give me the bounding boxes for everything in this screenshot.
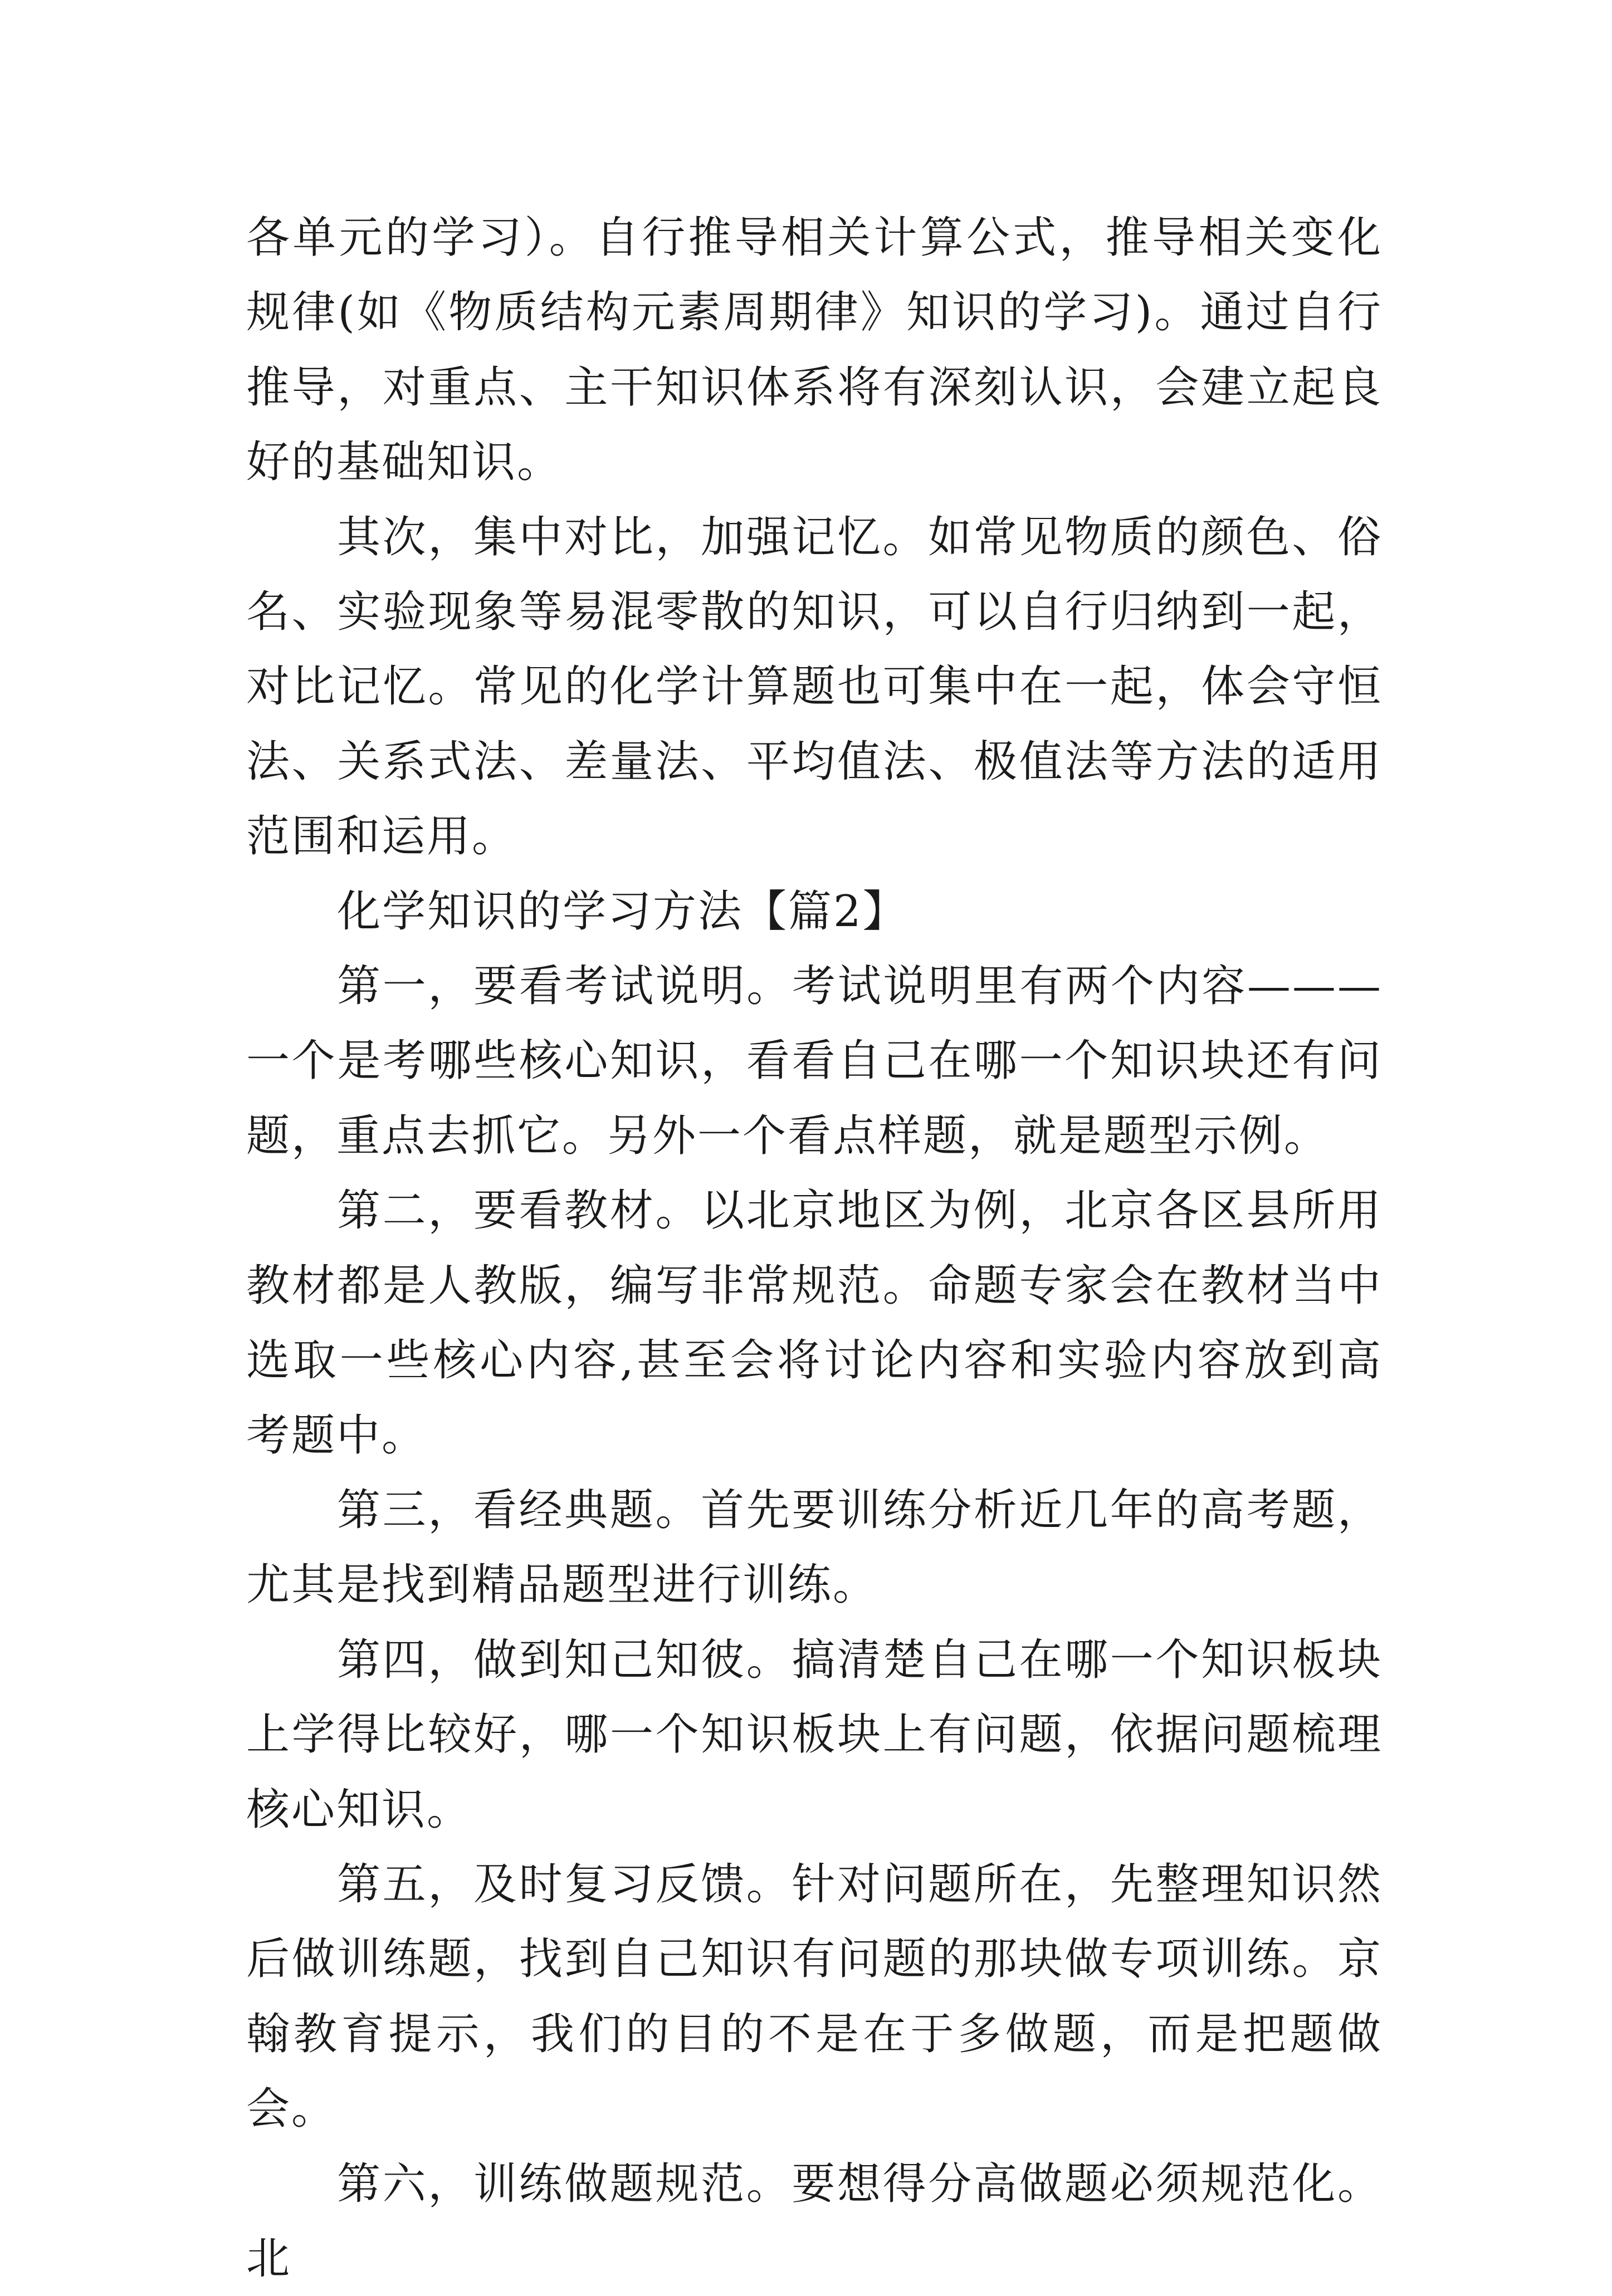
paragraph-step-3: 第三，看经典题。首先要训练分析近几年的高考题，尤其是找到精品题型进行训练。 [246,1485,1383,1610]
paragraph-step-1: 第一，要看考试说明。考试说明里有两个内容———一个是考哪些核心知识，看看自己在哪一个知识块还有问题，重点去抓它。另外一个看点样题，就是题型示例。 [246,961,1383,1161]
section-heading: 化学知识的学习方法【篇2】 [337,886,908,937]
paragraph-step-2: 第二，要看教材。以北京地区为例，北京各区县所用教材都是人教版，编写非常规范。命题专家会在教材当中选取一些核心内容,甚至会将讨论内容和实验内容放到高考题中。 [246,1186,1383,1461]
paragraph-step-6: 第六，训练做题规范。要想得分高做题必须规范化。北 [246,2158,1383,2284]
body-text [246,200,1383,2296]
paragraph-step-5: 第五，及时复习反馈。针对问题所在，先整理知识然后做训练题，找到自己知识有问题的那块做专项训练。京翰教育提示，我们的目的不是在于多做题，而是把题做会。 [246,1859,1383,2135]
paragraph-continuation: 各单元的学习）。自行推导相关计算公式，推导相关变化规律(如《物质结构元素周期律》知识的学习)。通过自行推导，对重点、主干知识体系将有深刻认识，会建立起良好的基础知识。 [246,213,1383,488]
paragraph-step-4: 第四，做到知己知彼。搞清楚自己在哪一个知识板块上学得比较好，哪一个知识板块上有问题，依据问题梳理核心知识。 [246,1634,1383,1835]
paragraph-comparison-memory: 其次，集中对比，加强记忆。如常见物质的颜色、俗名、实验现象等易混零散的知识，可以自行归纳到一起，对比记忆。常见的化学计算题也可集中在一起，体会守恒法、关系式法、差量法、平均值法、极值法等方法的适用范围和运用。 [246,512,1383,862]
